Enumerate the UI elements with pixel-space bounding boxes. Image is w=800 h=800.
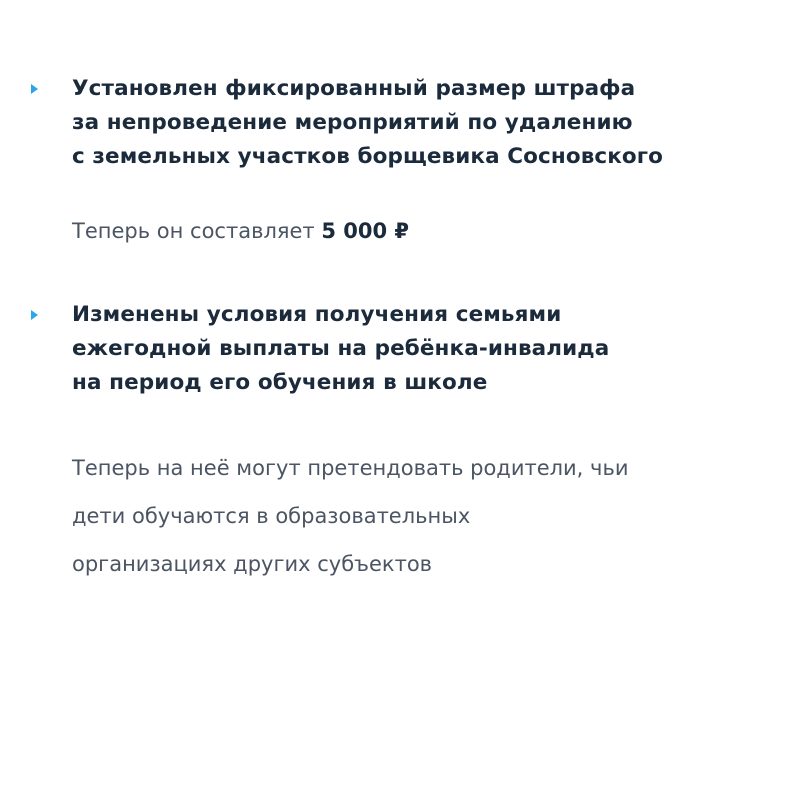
heading-line: Изменены условия получения семьями — [72, 302, 562, 327]
heading-line: с земельных участков борщевика Сосновского — [72, 144, 664, 169]
note-line: Теперь на неё могут претендовать родители, чьи — [72, 456, 629, 480]
note-line: дети обучаются в образовательных — [72, 504, 471, 528]
note-line: организациях других субъектов — [72, 552, 433, 576]
triangle-bullet-icon — [31, 310, 38, 320]
note-text: Теперь он составляет — [72, 219, 322, 243]
heading-line: ежегодной выплаты на ребёнка-инвалида — [72, 336, 610, 361]
item-note — [72, 444, 772, 588]
fine-amount: 5 000 ₽ — [321, 219, 410, 243]
heading-line: на период его обучения в школе — [72, 370, 488, 395]
item-note — [72, 216, 772, 246]
item-heading — [72, 298, 772, 400]
triangle-bullet-icon — [31, 84, 38, 94]
heading-line: за непроведение мероприятий по удалению — [72, 110, 633, 135]
heading-line: Установлен фиксированный размер штрафа — [72, 76, 636, 101]
item-heading — [72, 72, 772, 174]
